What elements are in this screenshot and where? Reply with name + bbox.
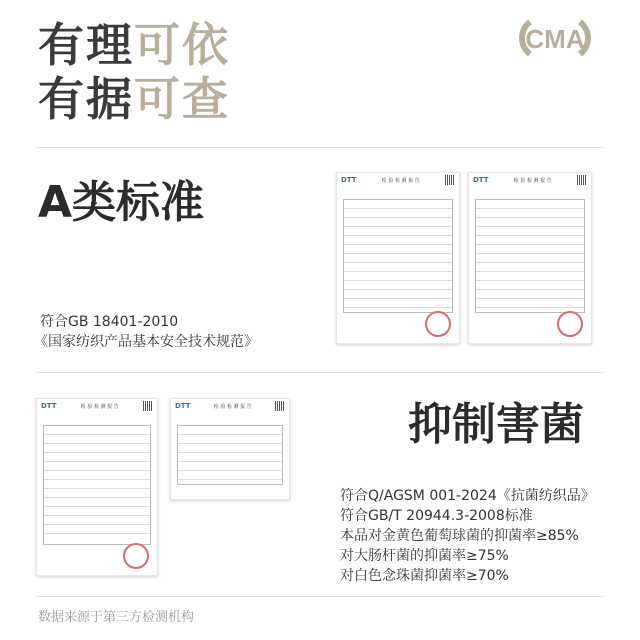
qr-code-icon (275, 401, 285, 411)
report-document-2 (468, 172, 592, 344)
qr-code-icon (577, 175, 587, 185)
headline-2-dark: 有据 (38, 72, 134, 126)
divider-bottom (36, 596, 604, 597)
cma-logo (512, 14, 598, 62)
report-table (43, 425, 151, 545)
claim-line: 对大肠杆菌的抑菌率≥75% (340, 548, 509, 564)
claim-line: 对白色念珠菌抑菌率≥70% (340, 568, 509, 584)
report-document-4 (170, 398, 290, 500)
report-document-1 (336, 172, 460, 344)
divider-top (36, 147, 604, 148)
report-title: 检 验 检 测 报 告 (381, 177, 420, 184)
headline-2-light: 可查 (134, 72, 230, 126)
report-title: 检 验 检 测 报 告 (213, 403, 252, 410)
claim-line: 符合Q/AGSM 001-2024《抗菌纺织品》 (340, 488, 595, 504)
divider-middle (36, 372, 604, 373)
report-document-3 (36, 398, 158, 576)
claim-line: 符合GB/T 20944.3-2008标准 (340, 508, 533, 524)
report-logo: DTT (175, 402, 191, 410)
headline-1-dark: 有理 (38, 18, 134, 72)
claim-line: 本品对金黄色葡萄球菌的抑菌率≥85% (340, 528, 579, 544)
report-logo: DTT (41, 402, 57, 410)
report-title: 检 验 检 测 报 告 (513, 177, 552, 184)
headline-line-2 (38, 74, 230, 124)
qr-code-icon (143, 401, 153, 411)
cma-logo-text: CMA (525, 24, 585, 54)
section-a-standard-1: 符合GB 18401-2010 (40, 314, 179, 330)
report-logo: DTT (473, 176, 489, 184)
headline-line-1 (38, 20, 230, 70)
headline-1-light: 可依 (134, 18, 230, 72)
report-table (177, 425, 283, 485)
section-a-title: A类标准 (38, 177, 205, 228)
red-seal-icon (123, 543, 149, 569)
section-b-title: 抑制害菌 (408, 399, 584, 450)
section-b-claims (340, 486, 610, 586)
data-source-note: 数据来源于第三方检测机构 (38, 610, 195, 625)
red-seal-icon (425, 311, 451, 337)
section-a-standard-2: 《国家纺织产品基本安全技术规范》 (34, 334, 258, 350)
red-seal-icon (557, 311, 583, 337)
report-table (475, 199, 585, 313)
report-title: 检 验 检 测 报 告 (80, 403, 119, 410)
report-logo: DTT (341, 176, 357, 184)
qr-code-icon (445, 175, 455, 185)
report-table (343, 199, 453, 313)
